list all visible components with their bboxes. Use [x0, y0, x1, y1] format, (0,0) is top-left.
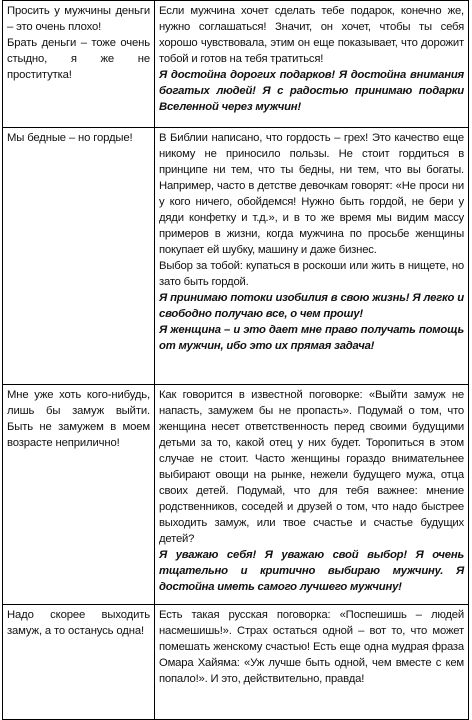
belief-cell: [3, 1, 155, 128]
belief-cell: [3, 128, 155, 385]
belief-text: Мы бедные – но гордые!: [7, 132, 133, 144]
answer-paragraph: Есть такая русская поговорка: «Поспешишь – людей насмешишь!». Страх остаться одной – вот то, что может помешать женскому счастью! Есть еще одна мудрая фраза Омара Хайяма: «Уж лучше быть одной, чем вместе с кем попало!». И это, действительно, правда!: [159, 609, 464, 685]
beliefs-table: [2, 0, 469, 720]
answer-paragraph: Выбор за тобой: купаться в роскоши или жить в нищете, но зато быть гордой.: [159, 260, 464, 288]
belief-text: Просить у мужчины деньги – это очень плохо!: [7, 5, 150, 33]
answer-cell: [155, 385, 469, 605]
table-row: [3, 1, 469, 128]
belief-cell: [3, 385, 155, 605]
table-row: [3, 605, 469, 720]
table-row: [3, 128, 469, 385]
belief-cell: [3, 605, 155, 720]
answer-paragraph: Как говорится в известной поговорке: «Выйти замуж не напасть, замужем бы не пропасть». Подумай о том, что женщина несет ответственность перед своими будущими детьми за то, какой отец у них будет. Торопиться в этом случае не стоит. Часто женщины гораздо внимательнее выбирают овощи на рынке, нежели будущего мужа, отца своих детей. Подумай, что для тебя важнее: мнение родственников, соседей и друзей о том, что надо быстрее выходить замуж, или твое счастье и счастье будущих детей?: [159, 389, 464, 545]
belief-text: Брать деньги – тоже очень стыдно, я же не проститутка!: [7, 37, 150, 81]
affirmation: Я достойна дорогих подарков! Я достойна внимания богатых людей! Я с радостью принимаю подарки Вселенной через мужчин!: [159, 69, 464, 113]
affirmation: Я принимаю потоки изобилия в свою жизнь! Я легко и свободно получаю все, о чем прошу!: [159, 292, 464, 320]
affirmation: Я уважаю себя! Я уважаю свой выбор! Я очень тщательно и критично выбираю мужчину. Я достойна иметь самого лучшего мужчину!: [159, 549, 464, 593]
answer-paragraph: Если мужчина хочет сделать тебе подарок, конечно же, нужно соглашаться! Значит, он хочет, чтобы ты себя хорошо чувствовала, этим он еще показывает, что дорожит тобой и готов на тебя тратиться!: [159, 5, 464, 65]
belief-text: Мне уже хоть кого-нибудь, лишь бы замуж выйти. Быть не замужем в моем возрасте неприлично!: [7, 389, 150, 449]
answer-cell: [155, 1, 469, 128]
affirmation: Я женщина – и это дает мне право получать помощь от мужчин, ибо это их прямая задача!: [159, 324, 464, 352]
belief-text: Надо скорее выходить замуж, а то останусь одна!: [7, 609, 150, 637]
answer-cell: [155, 605, 469, 720]
answer-cell: [155, 128, 469, 385]
table-row: [3, 385, 469, 605]
answer-paragraph: В Библии написано, что гордость – грех! Это качество еще никому не приносило пользы. Не стоит гордиться в принципе ни тем, что ты бедны, ни тем, что вы богаты. Например, часто в детстве девочкам говорят: «Не проси ни у кого ничего, обойдемся! Нужно быть гордой, не бери у дяди конфетку и т.д.», и в то же время мы видим массу примеров в жизни, когда мужчина по просьбе женщины покупает ей шубку, машину и даже бизнес.: [159, 132, 464, 256]
